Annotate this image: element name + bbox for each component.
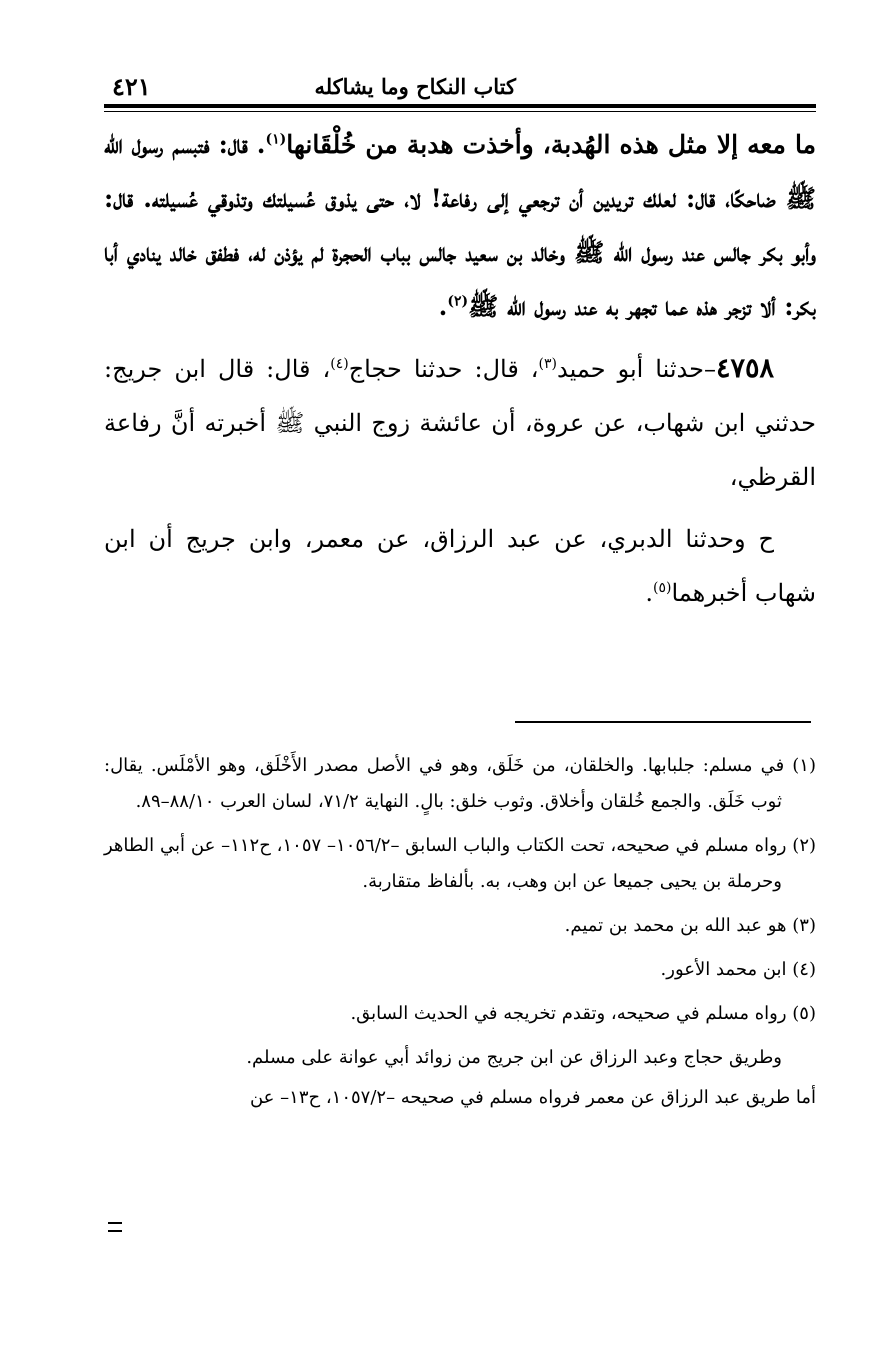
footnote-1: (١) في مسلم: جلبابها. والخلقان، من خَلَق، وهو في الأصل مصدر الأَخْلَق، وهو الأمْلَس. يقال: ثوب خَلَق. والجمع خُلقان وأخلاق. وثوب خلق: بالٍ. النهاية ٧١/٢، لسان العرب ٨٨/١٠–٨٩.: [104, 755, 816, 812]
footnote-continuation: وطريق حجاج وعبد الرزاق عن ابن جريج من زوائد أبي عوانة على مسلم.: [246, 1047, 782, 1068]
hadith-part-1: –حدثنا أبو حميد: [557, 355, 716, 383]
header-title: كتاب النكاح وما يشاكله: [314, 74, 516, 99]
footnote-2: (٢) رواه مسلم في صحيحه، تحت الكتاب والباب السابق –١٠٥٦/٢– ١٠٥٧، ح١١٢– عن أبي الطاهر وحرملة بن يحيى جميعا عن ابن وهب، به. بألفاظ متقاربة.: [104, 835, 817, 892]
footnote-continuation-2: أما طريق عبد الرزاق عن معمر فرواه مسلم في صحيحه –١٠٥٧/٢، ح١٣– عن: [249, 1087, 816, 1108]
footnote-marker-2: (٢): [447, 293, 469, 310]
footnote-5: (٥) رواه مسلم في صحيحه، وتقدم تخريجه في الحديث السابق.: [350, 1003, 816, 1024]
footnote-separator: [515, 721, 811, 723]
page-number: ٤٢١: [112, 72, 151, 101]
hadith-part-2: ، قال: حدثنا حجاج: [348, 355, 539, 383]
bold-paragraph: ما معه إلا مثل هذه الهُدبة، وأخذت هدبة من خُلْقَانها$^{(١)}$. قال: فتبسم رسول الله ﷺ ضاحكًا، قال: لعلك تريدين أن ترجعي إلى رفاعة! لا، حتى يذوق عُسيلتك وتذوقي عُسيلته. قال: وأبو بكر جالس عند رسول الله ﷺ وخالد بن سعيد جالس بباب الحجرة لم يؤذن له، فطفق خالد ينادي أبا بكر: ألا تزجر هذه عما تجهر به عند رسول الله ﷺ$^{(٢)}$.: [104, 130, 816, 321]
running-header: [104, 70, 816, 104]
footnote-marker-1: (١): [265, 131, 287, 148]
footnotes: [104, 748, 816, 1116]
continuation-mark: [108, 1222, 122, 1232]
hadith-number: ٤٧٥٨: [715, 353, 774, 384]
hadith-paragraph: [104, 342, 816, 504]
footnote-marker-3: (٣): [538, 356, 558, 372]
footnote-marker-4: (٤): [330, 356, 349, 372]
footnote-4: (٤) ابن محمد الأعور.: [660, 959, 816, 980]
bold-paragraph-text: ما معه إلا مثل هذه الهُدبة، وأخذت هدبة من خُلْقَانها$^{(١)}$. قال: فتبسم رسول الله ﷺ ضاحكًا، قال: لعلك تريدين أن ترجعي إلى رفاعة! لا، حتى يذوق عُسيلتك وتذوقي عُسيلته. قال: وأبو بكر جالس عند رسول الله ﷺ وخالد بن سعيد جالس بباب الحجرة لم يؤذن له، فطفق خالد ينادي أبا بكر: ألا تزجر هذه عما تجهر به عند رسول الله ﷺ: [104, 130, 816, 321]
header-rule-thin: [104, 111, 816, 112]
second-chain-text: ح وحدثنا الدبري، عن عبد الرزاق، عن معمر، وابن جريج أن ابن شهاب أخبرهما: [104, 525, 816, 607]
main-text: [104, 118, 816, 620]
footnote-3: (٣) هو عبد الله بن محمد بن تميم.: [564, 915, 816, 936]
header-rule-thick: [104, 104, 816, 108]
second-chain-paragraph: ح وحدثنا الدبري، عن عبد الرزاق، عن معمر، وابن جريج أن ابن شهاب أخبرهما$^{(٥)}$.: [104, 525, 816, 607]
footnote-marker-5: (٥): [652, 580, 672, 596]
hadith-part-3: ، قال: قال ابن جريج: حدثني ابن شهاب، عن عروة، أن عائشة زوج النبي ﷺ أخبرته أنَّ رفاعة القرظي،: [104, 355, 816, 491]
